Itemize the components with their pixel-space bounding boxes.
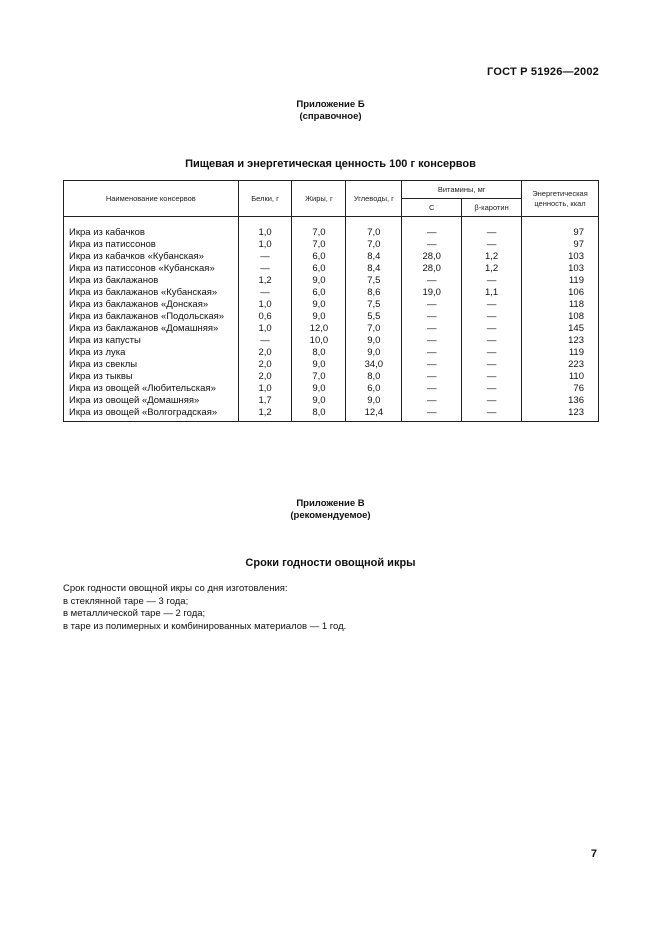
table-row [64,251,599,263]
cell-fat: 10,0 [292,335,346,347]
spacer-cell [346,217,402,228]
cell-energy: 145 [522,323,599,335]
cell-carbs: 12,4 [346,407,402,422]
cell-carbs: 7,0 [346,227,402,239]
cell-carbs: 7,5 [346,275,402,287]
cell-vitamin-c: — [402,383,462,395]
nutrition-table [63,180,599,422]
table-title: Пищевая и энергетическая ценность 100 г консервов [185,158,476,170]
cell-protein: 1,0 [238,227,292,239]
cell-vitamin-c: — [402,227,462,239]
cell-fat: 9,0 [292,275,346,287]
cell-fat: 8,0 [292,407,346,422]
cell-beta-carotene: — [462,227,522,239]
cell-energy: 97 [522,227,599,239]
cell-vitamin-c: — [402,275,462,287]
cell-name: Икра из баклажанов «Кубанская» [64,287,239,299]
shelf-life-line: в металлической таре — 2 года; [63,608,206,619]
shelf-life-line: Срок годности овощной икры со дня изготовления: [63,583,288,594]
cell-carbs: 9,0 [346,395,402,407]
cell-name: Икра из баклажанов «Донская» [64,299,239,311]
cell-protein: 1,2 [238,275,292,287]
cell-vitamin-c: — [402,407,462,422]
spacer-cell [64,217,239,228]
cell-beta-carotene: 1,2 [462,251,522,263]
appendix-v-subtitle: (рекомендуемое) [290,510,371,521]
cell-name: Икра из свеклы [64,359,239,371]
table-row [64,395,599,407]
cell-name: Икра из лука [64,347,239,359]
cell-energy: 118 [522,299,599,311]
header-carbs: Углеводы, г [346,181,402,217]
cell-vitamin-c: — [402,335,462,347]
cell-beta-carotene: — [462,299,522,311]
cell-fat: 8,0 [292,347,346,359]
table-row [64,227,599,239]
cell-vitamin-c: — [402,239,462,251]
cell-name: Икра из баклажанов «Подольская» [64,311,239,323]
cell-name: Икра из тыквы [64,371,239,383]
header-name: Наименование консервов [64,181,239,217]
cell-energy: 106 [522,287,599,299]
cell-carbs: 5,5 [346,311,402,323]
header-vitamin-c: С [402,199,462,217]
cell-fat: 7,0 [292,371,346,383]
table-row [64,347,599,359]
cell-protein: 1,7 [238,395,292,407]
cell-vitamin-c: — [402,359,462,371]
spacer-cell [292,217,346,228]
cell-vitamin-c: — [402,371,462,383]
cell-vitamin-c: — [402,311,462,323]
cell-fat: 9,0 [292,311,346,323]
table-row [64,407,599,422]
cell-energy: 123 [522,407,599,422]
cell-protein: 1,0 [238,323,292,335]
table-row [64,323,599,335]
cell-energy: 103 [522,251,599,263]
cell-name: Икра из кабачков «Кубанская» [64,251,239,263]
cell-beta-carotene: — [462,311,522,323]
cell-protein: 2,0 [238,371,292,383]
cell-fat: 6,0 [292,251,346,263]
table-row [64,371,599,383]
cell-energy: 76 [522,383,599,395]
cell-carbs: 8,4 [346,263,402,275]
spacer-cell [522,217,599,228]
cell-carbs: 9,0 [346,335,402,347]
table-row [64,383,599,395]
cell-beta-carotene: — [462,347,522,359]
cell-energy: 103 [522,263,599,275]
header-fat: Жиры, г [292,181,346,217]
cell-vitamin-c: 28,0 [402,251,462,263]
cell-name: Икра из патиссонов [64,239,239,251]
cell-vitamin-c: — [402,323,462,335]
cell-carbs: 7,5 [346,299,402,311]
cell-beta-carotene: — [462,359,522,371]
cell-beta-carotene: — [462,275,522,287]
table-row [64,335,599,347]
table-row [64,239,599,251]
cell-energy: 97 [522,239,599,251]
cell-fat: 7,0 [292,239,346,251]
document-code: ГОСТ Р 51926—2002 [487,66,599,78]
appendix-b-heading [0,99,661,123]
table-header [64,181,599,217]
appendix-b-title: Приложение Б [296,99,365,110]
cell-vitamin-c: — [402,299,462,311]
cell-name: Икра из овощей «Волгоградская» [64,407,239,422]
cell-beta-carotene: — [462,323,522,335]
spacer-cell [462,217,522,228]
shelf-life-line: в таре из полимерных и комбинированных материалов — 1 год. [63,620,347,632]
cell-name: Икра из патиссонов «Кубанская» [64,263,239,275]
cell-energy: 119 [522,275,599,287]
cell-protein: 2,0 [238,359,292,371]
cell-carbs: 34,0 [346,359,402,371]
shelf-life-text [63,583,346,633]
header-protein: Белки, г [238,181,292,217]
header-energy: Энергетическая ценность, ккал [522,181,599,217]
cell-name: Икра из капусты [64,335,239,347]
cell-protein: — [238,287,292,299]
cell-energy: 110 [522,371,599,383]
cell-energy: 136 [522,395,599,407]
cell-beta-carotene: — [462,395,522,407]
cell-protein: 1,0 [238,239,292,251]
table-row [64,275,599,287]
cell-energy: 108 [522,311,599,323]
appendix-b-subtitle: (справочное) [299,111,362,122]
cell-name: Икра из баклажанов [64,275,239,287]
shelf-life-line: в стеклянной таре — 3 года; [63,595,189,607]
page-number: 7 [590,848,597,860]
cell-energy: 123 [522,335,599,347]
cell-protein: — [238,263,292,275]
cell-name: Икра из кабачков [64,227,239,239]
cell-carbs: 8,0 [346,371,402,383]
shelf-life-title: Сроки годности овощной икры [245,557,416,569]
cell-beta-carotene: — [462,371,522,383]
cell-carbs: 6,0 [346,383,402,395]
cell-fat: 9,0 [292,395,346,407]
cell-fat: 9,0 [292,299,346,311]
cell-carbs: 8,6 [346,287,402,299]
cell-name: Икра из овощей «Любительская» [64,383,239,395]
cell-protein: 1,0 [238,383,292,395]
table-row [64,287,599,299]
table-row [64,311,599,323]
cell-carbs: 9,0 [346,347,402,359]
cell-protein: 1,0 [238,299,292,311]
cell-protein: 2,0 [238,347,292,359]
cell-name: Икра из баклажанов «Домашняя» [64,323,239,335]
cell-protein: — [238,335,292,347]
header-vitamins: Витамины, мг [402,181,522,199]
cell-beta-carotene: — [462,239,522,251]
cell-carbs: 7,0 [346,239,402,251]
appendix-v-title: Приложение В [296,498,365,509]
cell-name: Икра из овощей «Домашняя» [64,395,239,407]
spacer-cell [402,217,462,228]
cell-vitamin-c: — [402,347,462,359]
cell-protein: 1,2 [238,407,292,422]
cell-beta-carotene: 1,1 [462,287,522,299]
cell-carbs: 7,0 [346,323,402,335]
cell-protein: — [238,251,292,263]
header-beta-carotene: β-каротин [462,199,522,217]
cell-carbs: 8,4 [346,251,402,263]
table-row [64,299,599,311]
table-spacer-row [64,217,599,228]
cell-energy: 119 [522,347,599,359]
cell-protein: 0,6 [238,311,292,323]
cell-energy: 223 [522,359,599,371]
cell-beta-carotene: — [462,335,522,347]
table-row [64,263,599,275]
spacer-cell [238,217,292,228]
cell-fat: 6,0 [292,287,346,299]
cell-fat: 9,0 [292,359,346,371]
appendix-v-heading [0,498,661,522]
cell-vitamin-c: 28,0 [402,263,462,275]
cell-fat: 9,0 [292,383,346,395]
cell-vitamin-c: — [402,395,462,407]
cell-fat: 6,0 [292,263,346,275]
table-body [64,217,599,422]
cell-beta-carotene: — [462,407,522,422]
cell-beta-carotene: 1,2 [462,263,522,275]
cell-vitamin-c: 19,0 [402,287,462,299]
cell-fat: 7,0 [292,227,346,239]
cell-beta-carotene: — [462,383,522,395]
table-row [64,359,599,371]
cell-fat: 12,0 [292,323,346,335]
